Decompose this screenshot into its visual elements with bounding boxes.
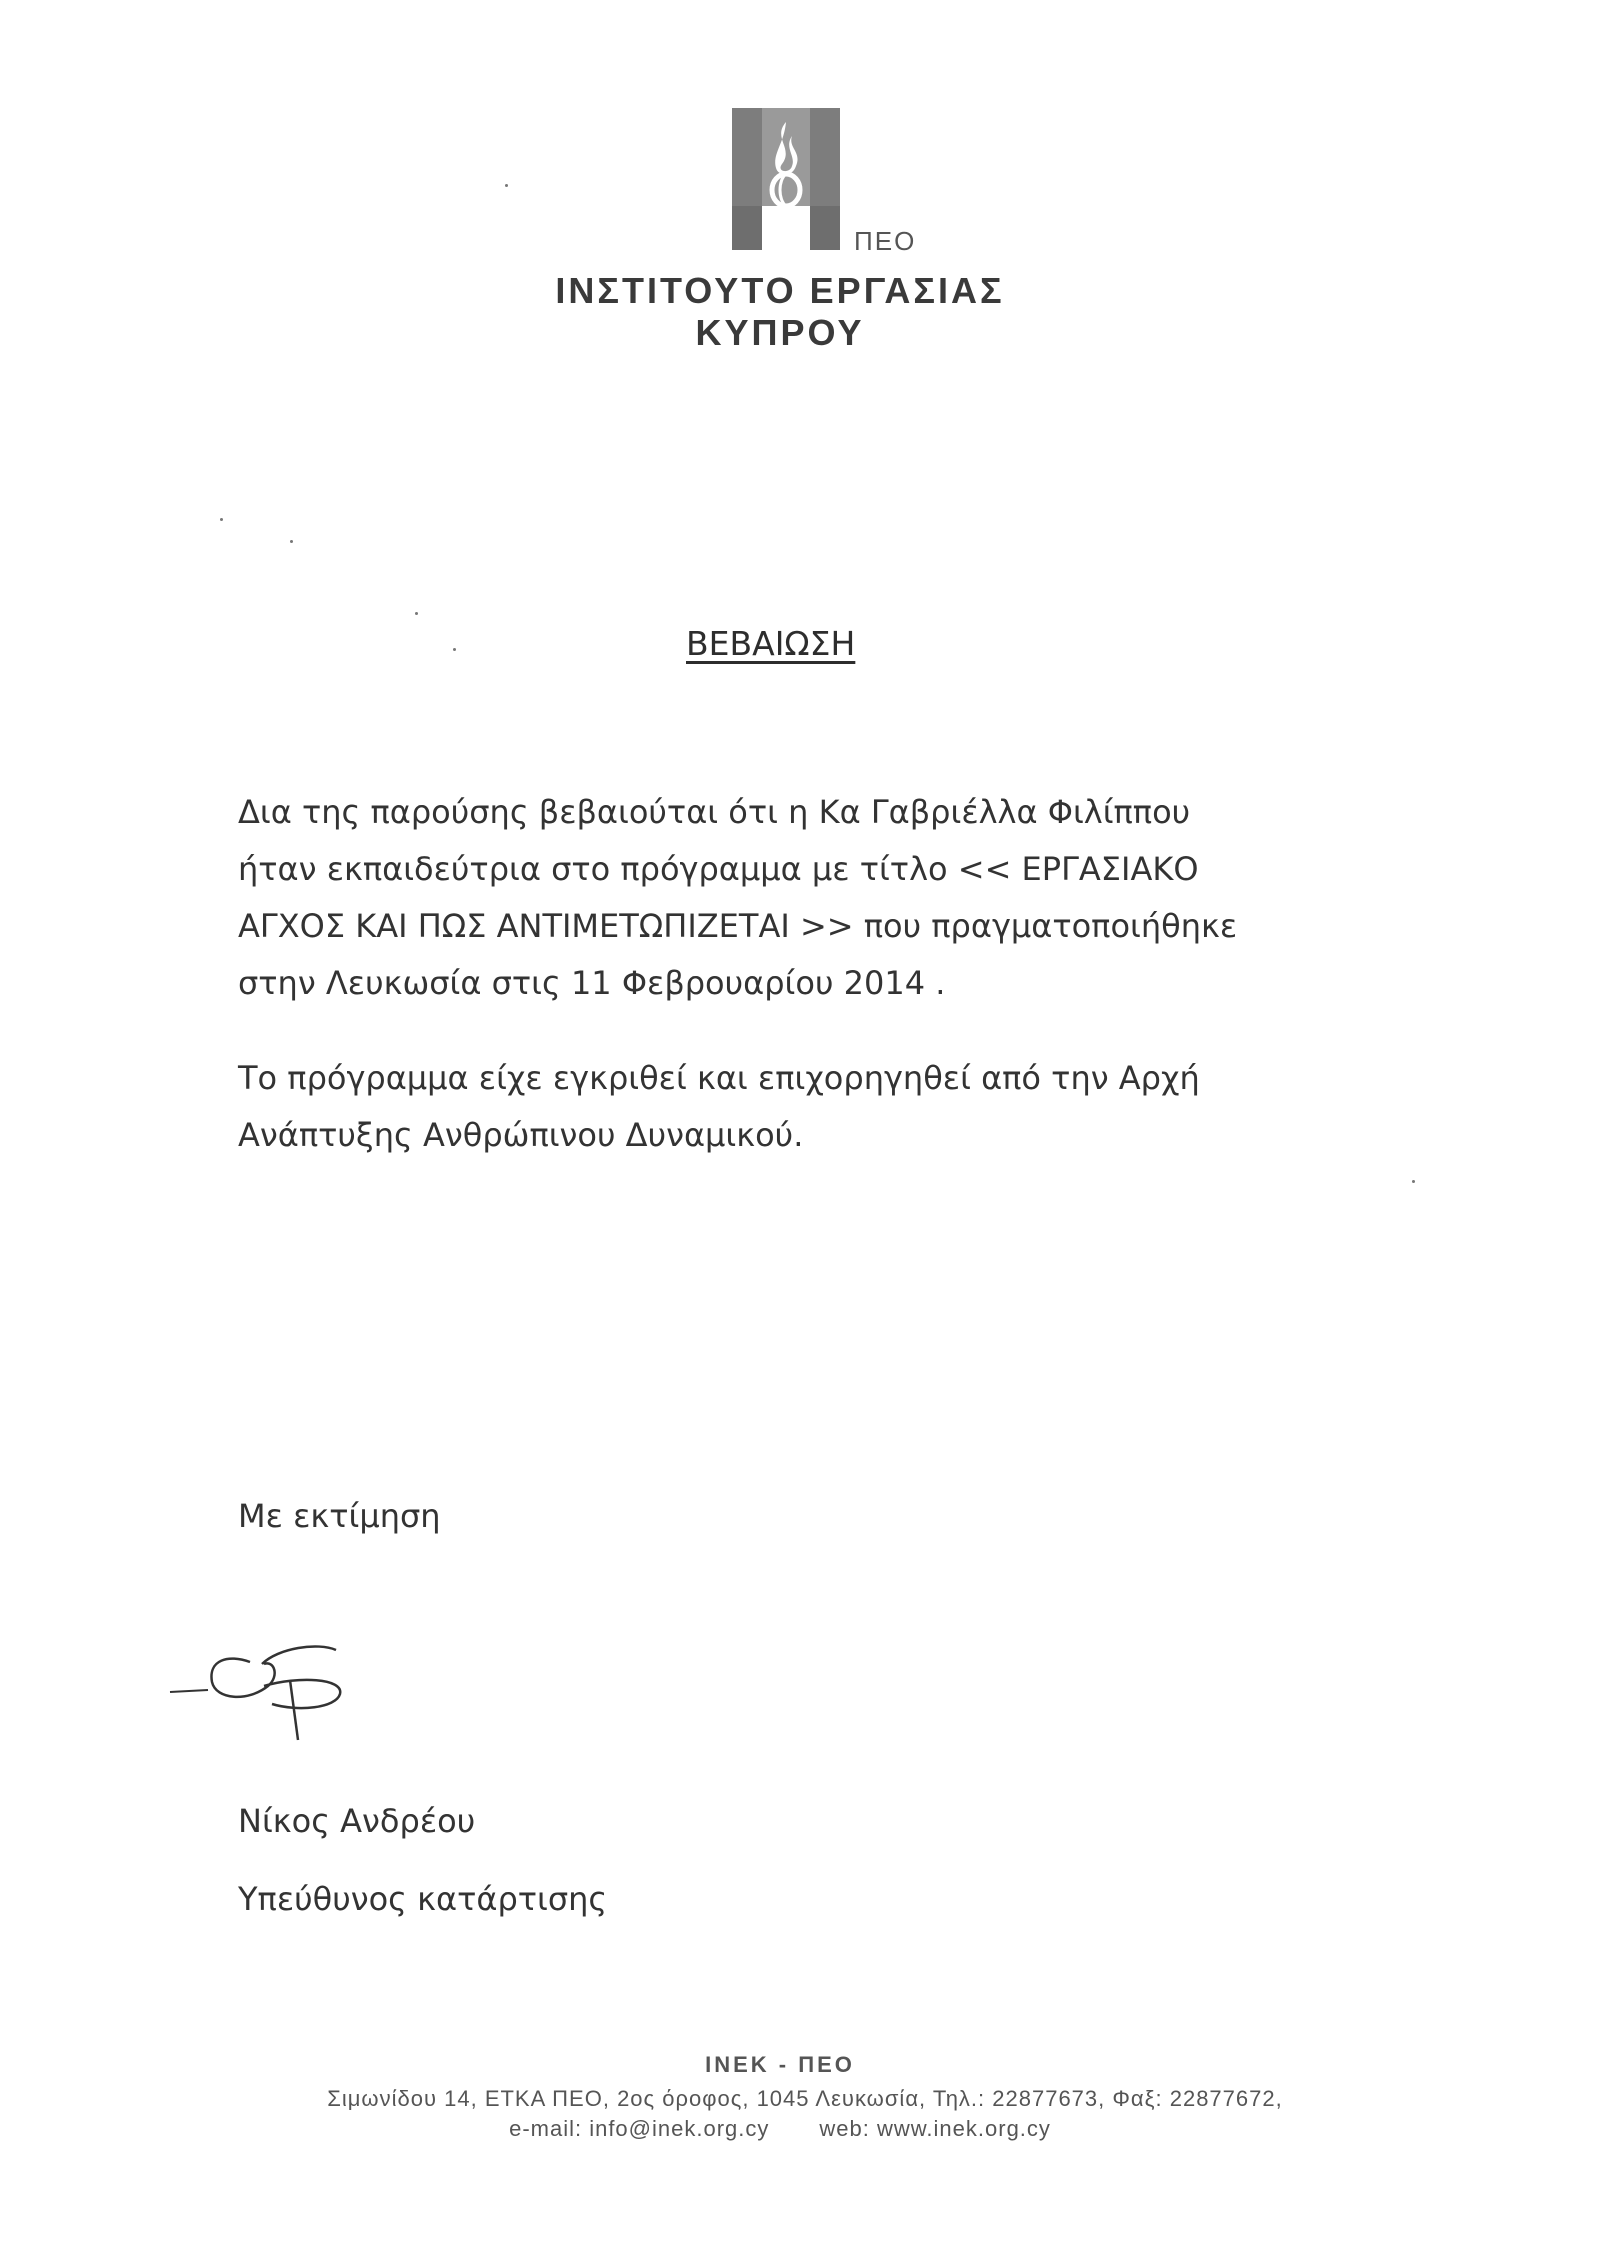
scan-speck <box>220 518 223 521</box>
paragraph-line: Δια της παρούσης βεβαιούται ότι η Κα Γαβριέλλα Φιλίππου <box>238 793 1191 831</box>
footer-organization: ΙΝΕΚ - ΠΕΟ <box>705 2052 855 2077</box>
footer-email: e-mail: info@inek.org.cy <box>509 2116 770 2141</box>
scan-speck <box>505 184 508 187</box>
handwritten-signature-icon <box>168 1620 368 1750</box>
logo-abbr: ΠΕΟ <box>854 226 917 256</box>
certificate-paragraph-1 <box>238 784 1378 1012</box>
organization-name-line1: ΙΝΣΤΙΤΟΥΤΟ ΕΡΓΑΣΙΑΣ <box>555 270 1005 311</box>
paragraph-line: ήταν εκπαιδεύτρια στο πρόγραμμα με τίτλο << ΕΡΓΑΣΙΑΚΟ <box>238 850 1199 888</box>
closing-phrase: Με εκτίμηση <box>238 1497 441 1535</box>
scan-speck <box>290 540 293 543</box>
footer-contact <box>0 2116 1560 2142</box>
signer-name: Νίκος Ανδρέου <box>238 1802 476 1840</box>
footer-address: Σιμωνίδου 14, ΕΤΚΑ ΠΕΟ, 2ος όροφος, 1045 Λευκωσία, Τηλ.: 22877673, Φαξ: 22877672, <box>327 2086 1283 2111</box>
certificate-paragraph-2 <box>238 1050 1378 1164</box>
letterhead-logo <box>732 108 917 258</box>
scan-speck <box>453 648 456 651</box>
paragraph-line: Ανάπτυξης Ανθρώπινου Δυναμικού. <box>238 1116 804 1154</box>
signer-role: Υπεύθυνος κατάρτισης <box>238 1880 608 1918</box>
paragraph-line: ΑΓΧΟΣ ΚΑΙ ΠΩΣ ΑΝΤΙΜΕΤΩΠΙΖΕΤΑΙ >> που πραγματοποιήθηκε <box>238 907 1238 945</box>
footer-web: web: www.inek.org.cy <box>819 2116 1051 2141</box>
organization-name-line2: ΚΥΠΡΟΥ <box>695 312 865 353</box>
ineko-flame-logo-icon <box>732 108 840 250</box>
document-title: ΒΕΒΑΙΩΣΗ <box>686 624 856 663</box>
scan-speck <box>1412 1180 1415 1183</box>
paragraph-line: Το πρόγραμμα είχε εγκριθεί και επιχορηγηθεί από την Αρχή <box>238 1059 1200 1097</box>
paragraph-line: στην Λευκωσία στις 11 Φεβρουαρίου 2014 . <box>238 964 946 1002</box>
scan-speck <box>415 612 418 615</box>
